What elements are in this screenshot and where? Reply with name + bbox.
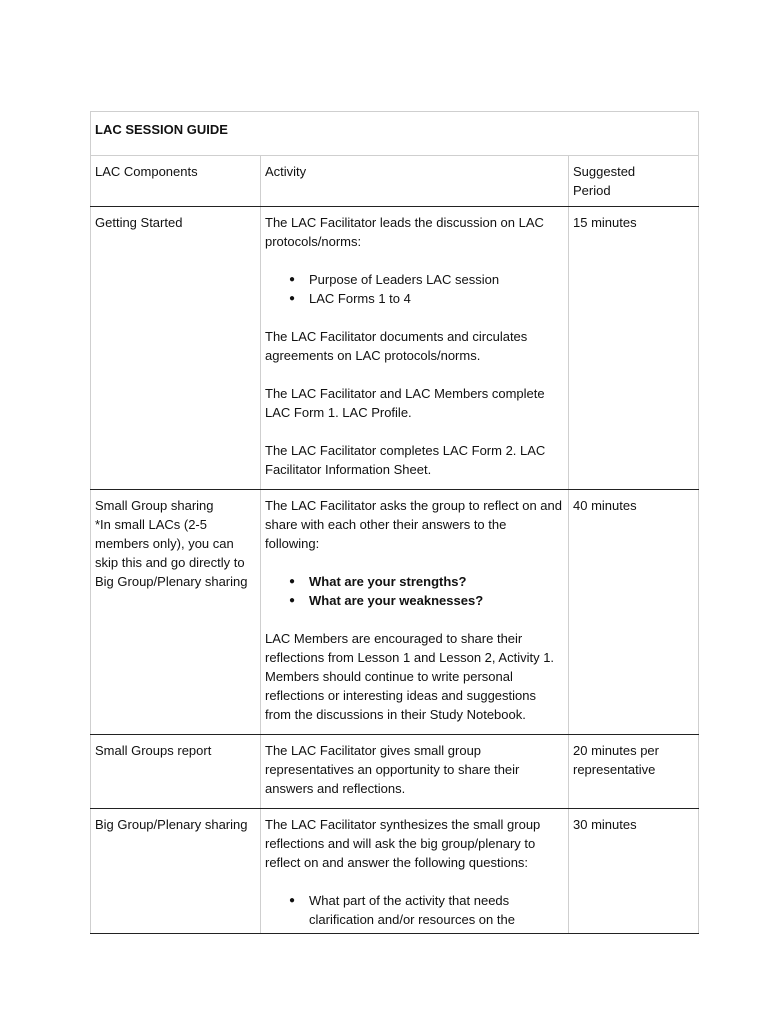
component-cell: Small Groups report — [91, 735, 261, 809]
activity-text: The LAC Facilitator leads the discussion on LAC protocols/norms: — [265, 215, 544, 249]
activity-cell — [261, 809, 569, 934]
activity-text: The LAC Facilitator documents and circulates agreements on LAC protocols/norms. — [265, 329, 528, 363]
header-period-line1: Suggested — [573, 164, 636, 179]
activity-text: The LAC Facilitator gives small group representatives an opportunity to share their answers and reflections. — [265, 743, 520, 796]
table-row — [91, 490, 699, 735]
component-cell — [91, 490, 261, 735]
activity-bullets — [265, 270, 564, 308]
header-activity: Activity — [261, 156, 569, 207]
bullet-item: ● What are your weaknesses? — [309, 591, 564, 610]
activity-cell — [261, 490, 569, 735]
bullet-item: ● What part of the activity that needs clarification and/or resources on the — [309, 891, 564, 929]
component-cell: Getting Started — [91, 207, 261, 490]
bullet-item: ● LAC Forms 1 to 4 — [309, 289, 564, 308]
activity-cell — [261, 207, 569, 490]
activity-text: The LAC Facilitator completes LAC Form 2. LAC Facilitator Information Sheet. — [265, 443, 546, 477]
component-note: *In small LACs (2-5 members only), you can skip this and go directly to Big Group/Plenary sharing — [95, 517, 248, 589]
activity-text: The LAC Facilitator asks the group to reflect on and share with each other their answers to the following: — [265, 498, 562, 551]
header-period-line2: Period — [573, 183, 611, 198]
table-title: LAC SESSION GUIDE — [91, 112, 699, 156]
header-row — [91, 156, 699, 207]
activity-bullets — [265, 891, 564, 929]
period-cell: 30 minutes — [569, 809, 699, 934]
bullet-item: ● What are your strengths? — [309, 572, 564, 591]
activity-text: LAC Members are encouraged to share their reflections from Lesson 1 and Lesson 2, Activity 1. Members should continue to write personal reflections or interesting ideas and suggestions from the discussions in their Study Notebook. — [265, 631, 555, 722]
activity-text: The LAC Facilitator and LAC Members complete LAC Form 1. LAC Profile. — [265, 386, 545, 420]
header-period — [569, 156, 699, 207]
component-cell: Big Group/Plenary sharing — [91, 809, 261, 934]
period-cell: 15 minutes — [569, 207, 699, 490]
header-components: LAC Components — [91, 156, 261, 207]
period-cell: 20 minutes per representative — [569, 735, 699, 809]
activity-cell — [261, 735, 569, 809]
activity-text: The LAC Facilitator synthesizes the small group reflections and will ask the big group/plenary to reflect on and answer the following questions: — [265, 817, 541, 870]
table-row — [91, 207, 699, 490]
table-row — [91, 735, 699, 809]
activity-bullets — [265, 572, 564, 610]
session-guide-sheet — [90, 111, 698, 934]
component-name: Small Group sharing — [95, 498, 214, 513]
session-guide-table — [90, 111, 699, 934]
bullet-item: ● Purpose of Leaders LAC session — [309, 270, 564, 289]
period-cell: 40 minutes — [569, 490, 699, 735]
table-row — [91, 809, 699, 934]
